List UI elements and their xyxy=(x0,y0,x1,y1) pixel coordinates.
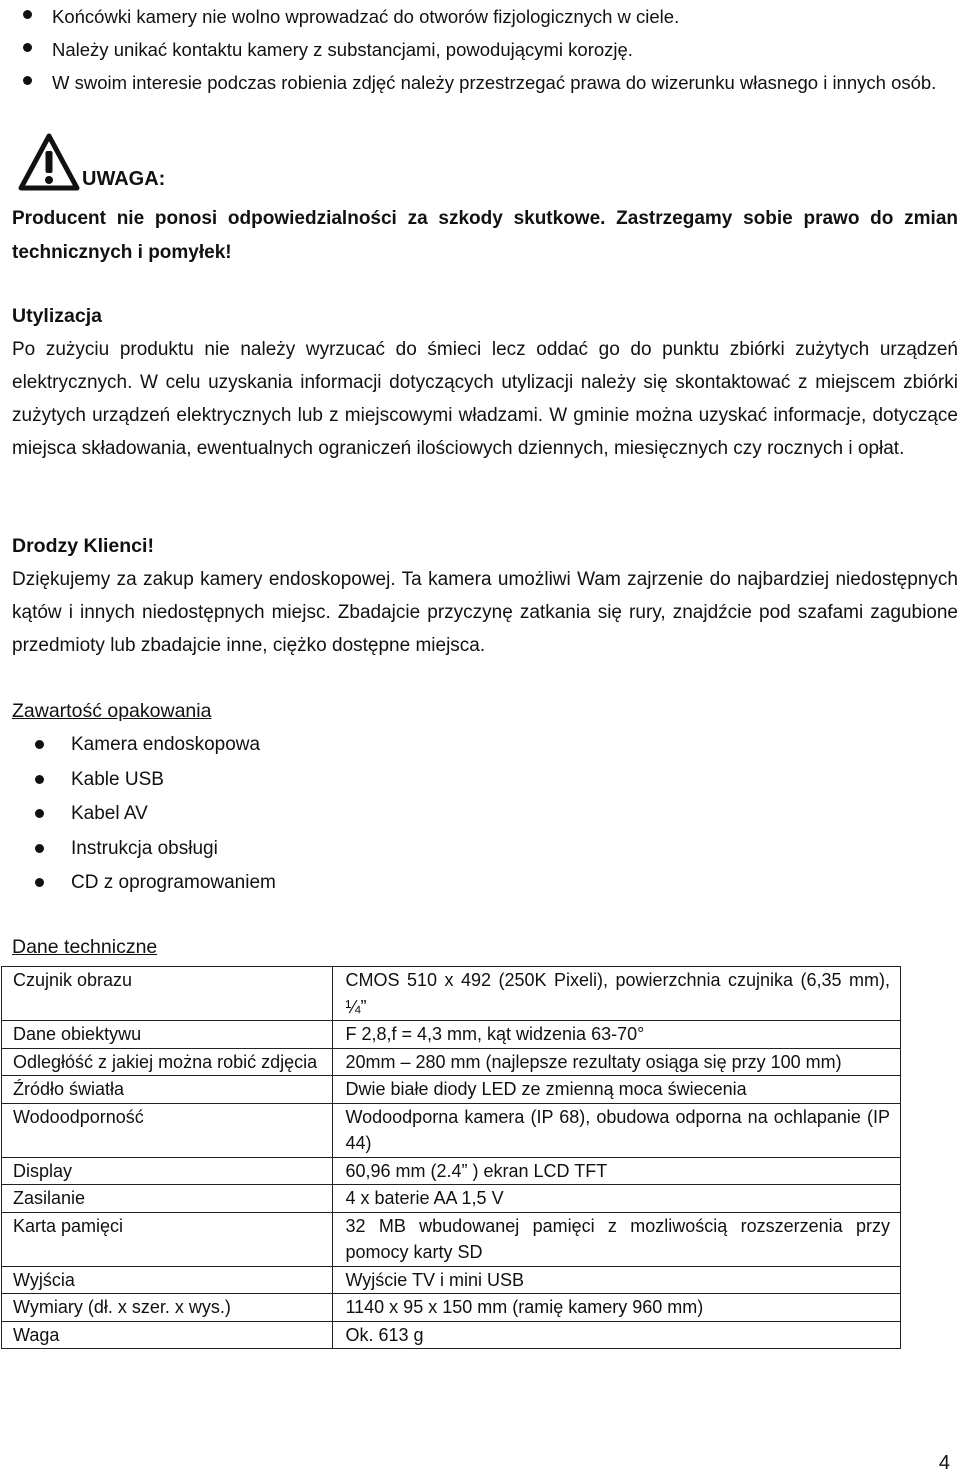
bullet-icon xyxy=(35,775,44,784)
greeting-text: Dziękujemy za zakup kamery endoskopowej. Ta kamera umożliwi Wam zajrzenie do najbardziej niedostępnych kątów i innych niedostępnych miejsc. Zbadajcie przyczynę zatkania się rury, znajdźcie pod szafami zagubione przedmioty lub zbadajcie inne, ciężko dostępne miejsca. xyxy=(12,569,958,656)
contents-item: Kabel AV xyxy=(71,803,148,824)
table-row xyxy=(2,1212,901,1266)
spec-label: Wymiary (dł. x szer. x wys.) xyxy=(2,1294,333,1322)
contents-list xyxy=(0,728,600,901)
list-item xyxy=(0,797,600,832)
bullet-icon xyxy=(23,10,32,19)
table-row xyxy=(2,1185,901,1213)
spec-value: F 2,8,f = 4,3 mm, kąt widzenia 63-70° xyxy=(333,1021,901,1049)
page-number: 4 xyxy=(938,1452,950,1474)
warning-text: Producent nie ponosi odpowiedzialności za szkody skutkowe. Zastrzegamy sobie prawo do zmian technicznych i pomyłek! xyxy=(12,208,958,263)
bullet-icon xyxy=(35,878,44,887)
spec-value: CMOS 510 x 492 (250K Pixeli), powierzchnia czujnika (6,35 mm), ¼” xyxy=(333,967,901,1021)
list-item xyxy=(0,866,600,901)
spec-value: 60,96 mm (2.4” ) ekran LCD TFT xyxy=(333,1157,901,1185)
list-item xyxy=(0,763,600,798)
bullet-text: Należy unikać kontaktu kamery z substancjami, powodującymi korozję. xyxy=(52,39,633,60)
spec-value: Ok. 613 g xyxy=(333,1321,901,1349)
table-row xyxy=(2,1321,901,1349)
warning-label: UWAGA: xyxy=(82,168,166,190)
table-row xyxy=(2,1266,901,1294)
bullet-text: Końcówki kamery nie wolno wprowadzać do otworów fizjologicznych w ciele. xyxy=(52,6,680,27)
spec-label: Wyjścia xyxy=(2,1266,333,1294)
spec-value: Wodoodporna kamera (IP 68), obudowa odporna na ochlapanie (IP 44) xyxy=(333,1103,901,1157)
table-row xyxy=(2,1021,901,1049)
bullet-icon xyxy=(23,43,32,52)
specs-table xyxy=(1,966,901,1349)
table-row xyxy=(2,1048,901,1076)
specs-heading: Dane techniczne xyxy=(12,936,158,958)
safety-bullet-list xyxy=(0,0,960,99)
disposal-text: Po zużyciu produktu nie należy wyrzucać do śmieci lecz oddać go do punktu zbiórki zużytych urządzeń elektrycznych. W celu uzyskania informacji dotyczących utylizacji należy się skontaktować z miejscem zbiórki zużytych urządzeń elektrycznych lub z miejscowymi władzami. W gminie można uzyskać informacje, dotyczące miejsca składowania, ewentualnych ograniczeń ilościowych dziennych, miesięcznych czy rocznych i opłat. xyxy=(12,339,958,459)
spec-label: Display xyxy=(2,1157,333,1185)
spec-label: Waga xyxy=(2,1321,333,1349)
bullet-icon xyxy=(23,76,32,85)
table-row xyxy=(2,1076,901,1104)
contents-item: CD z oprogramowaniem xyxy=(71,872,276,893)
spec-label: Źródło światła xyxy=(2,1076,333,1104)
contents-heading: Zawartość opakowania xyxy=(12,700,212,722)
spec-value: Wyjście TV i mini USB xyxy=(333,1266,901,1294)
spec-value: 1140 x 95 x 150 mm (ramię kamery 960 mm) xyxy=(333,1294,901,1322)
warning-triangle-icon xyxy=(18,133,80,191)
contents-item: Instrukcja obsługi xyxy=(71,837,218,859)
bullet-icon xyxy=(35,740,44,749)
bullet-text: W swoim interesie podczas robienia zdjęć należy przestrzegać prawa do wizerunku własnego i innych osób. xyxy=(52,72,937,93)
warning-header xyxy=(18,133,318,193)
spec-label: Karta pamięci xyxy=(2,1212,333,1266)
list-item xyxy=(0,33,960,66)
spec-label: Dane obiektywu xyxy=(2,1021,333,1049)
spec-value: 4 x baterie AA 1,5 V xyxy=(333,1185,901,1213)
table-row xyxy=(2,1157,901,1185)
bullet-icon xyxy=(35,844,44,853)
disposal-heading: Utylizacja xyxy=(12,305,102,327)
greeting-heading: Drodzy Klienci! xyxy=(12,535,154,557)
spec-value: Dwie białe diody LED ze zmienną moca świecenia xyxy=(333,1076,901,1104)
table-row xyxy=(2,967,901,1021)
spec-value: 20mm – 280 mm (najlepsze rezultaty osiąga się przy 100 mm) xyxy=(333,1048,901,1076)
table-row xyxy=(2,1294,901,1322)
bullet-icon xyxy=(35,809,44,818)
list-item xyxy=(0,66,949,99)
spec-label: Zasilanie xyxy=(2,1185,333,1213)
spec-label: Wodoodporność xyxy=(2,1103,333,1157)
table-row xyxy=(2,1103,901,1157)
spec-value: 32 MB wbudowanej pamięci z mozliwością rozszerzenia przy pomocy karty SD xyxy=(333,1212,901,1266)
contents-item: Kable USB xyxy=(71,768,164,790)
contents-item: Kamera endoskopowa xyxy=(71,734,261,755)
spec-label: Odległóść z jakiej można robić zdjęcia xyxy=(2,1048,333,1076)
spec-label: Czujnik obrazu xyxy=(2,967,333,1021)
list-item xyxy=(0,832,600,867)
list-item xyxy=(0,0,960,33)
list-item xyxy=(0,728,600,763)
